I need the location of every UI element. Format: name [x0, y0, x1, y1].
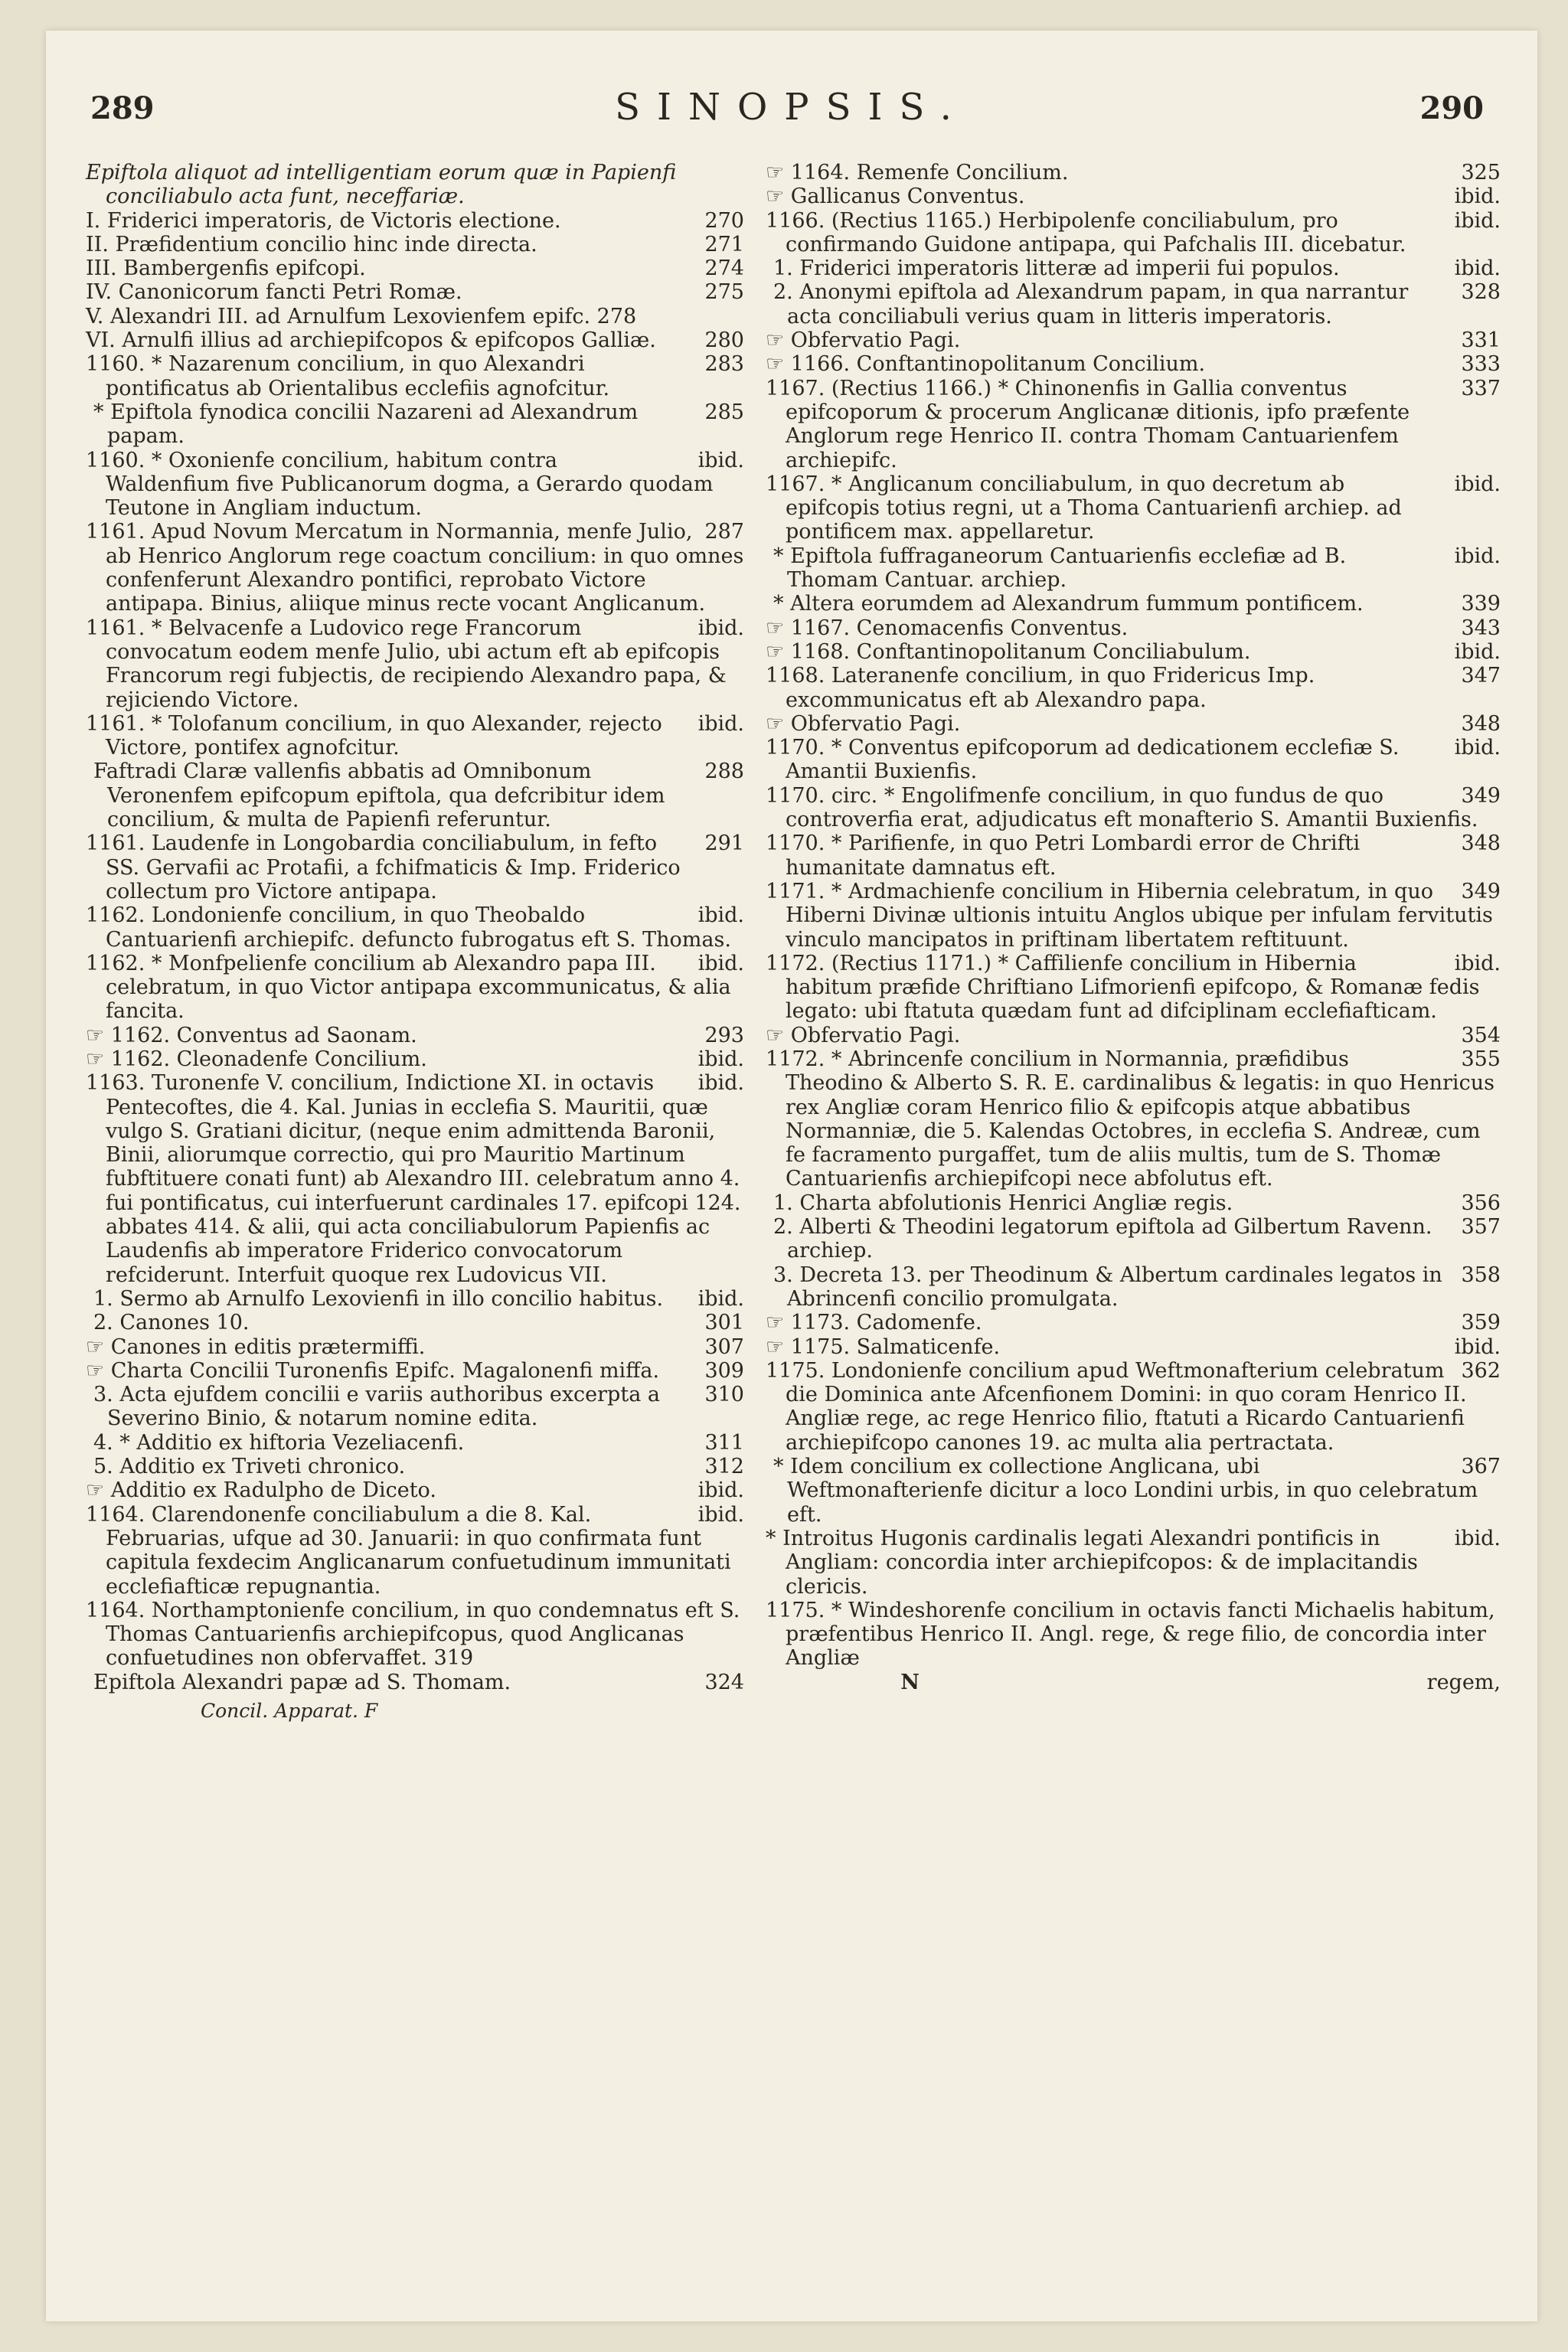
entry-text: * Altera eorumdem ad Alexandrum fummum pontificem.: [773, 592, 1364, 616]
entry-page-ref: 343: [1461, 616, 1501, 640]
index-entry: [766, 352, 1501, 376]
index-entry: [766, 1024, 1501, 1047]
entry-text: ☞ 1175. Salmaticenfe.: [766, 1334, 1001, 1359]
index-entry: [86, 952, 744, 1024]
index-entry: [86, 256, 744, 280]
entry-text: 1172. (Rectius 1171.) * Caffilienfe concilium in Hibernia habitum præfide Chriftiano Lifmorienfi epifcopo, & Romanæ fedis legato: ubi ftatuta quædam funt ad difciplinam ecclefiafticam.: [766, 951, 1480, 1024]
index-entry: [86, 209, 744, 233]
footer-signature: Concil. Apparat. F: [201, 1700, 378, 1722]
index-entry: [86, 760, 744, 831]
entry-text: 1163. Turonenfe V. concilium, Indictione XI. in octavis Pentecoftes, die 4. Kal. Junias in ecclefia S. Mauritii, quæ vulgo S. Gratiani dicitur, (neque enim admittenda Baronii, Binii, aliorumque correctio, qui pro Mauritio Martinum fubftituere conati funt) ab Alexandro III. celebratum anno 4. fui pontificatus, cui interfuerunt cardinales 17. epifcopi 124. abbates 414. & alii, qui acta conciliabulorum Papienfis ac Laudenfis ab imperatore Friderico convocatorum refciderunt. Interfuit quoque rex Ludovicus VII.: [86, 1071, 741, 1287]
entry-text: 1167. * Anglicanum conciliabulum, in quo decretum ab epifcopis totius regni, ut a Thoma Cantuarienfi archiep. ad pontificem max. appellaretur.: [766, 472, 1402, 544]
footer-catchline: [766, 1671, 1501, 1694]
entry-page-ref: 347: [1461, 664, 1501, 688]
running-header: [46, 86, 1537, 144]
index-entry: [766, 831, 1501, 880]
index-entry: [86, 1359, 744, 1383]
index-entry: [86, 1024, 744, 1047]
entry-page-ref: 325: [1461, 161, 1501, 185]
entry-page-ref: ibid.: [1454, 208, 1501, 233]
entry-page-ref: 339: [1461, 592, 1501, 616]
index-entry: [766, 952, 1501, 1024]
entry-text: 1175. Londonienfe concilium apud Weftmonafterium celebratum die Dominica ante Afcenfionem Domini: in quo coram Henrico II. Angliæ rege, ac rege Henrico filio, ftatuti a Ricardo Cantuarienfi archiepifcopo canones 19. ac multa alia pertractata.: [766, 1358, 1467, 1455]
index-entry: [86, 831, 744, 903]
entry-text: * Introitus Hugonis cardinalis legati Alexandri pontificis in Angliam: concordia inter archiepifcopos: & de implacitandis clericis.: [766, 1526, 1418, 1599]
entry-page-ref: 356: [1461, 1191, 1501, 1215]
index-entry: [766, 736, 1501, 784]
entry-page-ref: ibid.: [697, 448, 744, 472]
index-entry: [766, 377, 1501, 472]
entry-page-ref: ibid.: [697, 711, 744, 736]
entry-text: Faftradi Claræ vallenfis abbatis ad Omnibonum Veronenfem epifcopum epiftola, qua defcribitur idem concilium, & multa de Papienfi referuntur.: [93, 760, 665, 832]
entry-text: 1168. Lateranenfe concilium, in quo Fridericus Imp. excommunicatus eft ab Alexandro papa.: [766, 664, 1315, 712]
entry-page-ref: ibid.: [1454, 256, 1501, 281]
entry-text: 1. Friderici imperatoris litteræ ad imperii fui populos.: [773, 256, 1340, 281]
entry-text: 1. Sermo ab Arnulfo Lexovienfi in illo concilio habitus.: [93, 1286, 664, 1311]
index-entry: [86, 520, 744, 616]
entry-text: 4. * Additio ex hiftoria Vezeliacenfi.: [93, 1430, 465, 1455]
entry-text: * Idem concilium ex collectione Anglicana, ubi Weftmonafterienfe dicitur a loco Londini urbis, in quo celebratum eft.: [773, 1455, 1478, 1527]
entry-text: I. Friderici imperatoris, de Victoris electione.: [86, 208, 561, 233]
entry-text: 1161. Apud Novum Mercatum in Normannia, menfe Julio, ab Henrico Anglorum rege coactum concilium: in quo omnes confenferunt Alexandro pontifici, reprobato Victore antipapa. Binius, aliique minus recte vocant Anglicanum.: [86, 520, 744, 616]
entry-text: 1171. * Ardmachienfe concilium in Hibernia celebratum, in quo Hiberni Divinæ ultionis intuitu Anglos ubique per infulam fervitutis vinculo mancipatos in priftinam libertatem reftituunt.: [766, 879, 1493, 952]
entry-page-ref: ibid.: [697, 951, 744, 975]
index-entry: [86, 1599, 744, 1671]
index-entry: [766, 544, 1501, 593]
entry-page-ref: 275: [704, 280, 744, 305]
entry-text: 1161. * Belvacenfe a Ludovico rege Francorum convocatum eodem menfe Julio, ubi actum eft ab epifcopis Francorum regi fubjectis, de recipiendo Alexandro papa, & rejiciendo Victore.: [86, 616, 727, 712]
index-entry: [86, 1671, 744, 1694]
index-entry: [766, 1215, 1501, 1263]
entry-page-ref: 285: [704, 400, 744, 424]
index-entry: [766, 209, 1501, 257]
page-number-right: 290: [1419, 90, 1484, 126]
index-entry: [86, 449, 744, 521]
entry-text: * Epiftola fynodica concilii Nazareni ad Alexandrum papam.: [93, 400, 639, 449]
entry-text: ☞ 1168. Conftantinopolitanum Conciliabulum.: [766, 639, 1251, 664]
index-entry: [766, 880, 1501, 952]
entry-page-ref: 337: [1461, 376, 1501, 400]
entry-page-ref: 362: [1461, 1358, 1501, 1383]
entry-text: III. Bambergenfis epifcopi.: [86, 256, 366, 281]
entry-text: 1167. (Rectius 1166.) * Chinonenfis in Gallia conventus epifcoporum & procerum Anglicanæ ditionis, ipfo præfente Anglorum rege Henrico II. contra Thomam Cantuarienfem archiepifc.: [766, 376, 1410, 472]
entry-text: 1160. * Nazarenum concilium, in quo Alexandri pontificatus ab Orientalibus ecclefiis agnofcitur.: [86, 352, 610, 400]
entry-text: ☞ 1162. Cleonadenfe Concilium.: [86, 1047, 427, 1071]
index-entry: [86, 233, 744, 256]
entry-page-ref: ibid.: [1454, 1334, 1501, 1359]
entry-page-ref: 311: [704, 1430, 744, 1455]
index-entry: [766, 472, 1501, 544]
index-entry: [766, 640, 1501, 664]
right-column: [766, 161, 1501, 1694]
entry-page-ref: ibid.: [697, 903, 744, 928]
entry-page-ref: 324: [704, 1670, 744, 1694]
index-entry: [766, 328, 1501, 352]
entry-page-ref: ibid.: [1454, 544, 1501, 568]
entry-page-ref: 309: [704, 1358, 744, 1383]
entry-text: 1172. * Abrincenfe concilium in Normannia, præfidibus Theodino & Alberto S. R. E. cardinalibus & legatis: in quo Henricus rex Angliæ coram Henrico filio & epifcopis atque abbatibus Normanniæ, die 5. Kalendas Octobres, in ecclefia S. Andreæ, cum fe facramento purgaffet, tum de aliis multis, tum de S. Thomæ Cantuarienfis archiepifcopi nece abfolutus eft.: [766, 1047, 1494, 1191]
index-entry: [766, 616, 1501, 640]
entry-text: ☞ Obfervatio Pagi.: [766, 1023, 961, 1047]
entry-page-ref: 287: [704, 520, 744, 544]
index-entry: [86, 352, 744, 400]
index-entry: [86, 1503, 744, 1599]
index-entry: [86, 616, 744, 712]
entry-page-ref: 283: [704, 352, 744, 377]
entry-text: ☞ Canones in editis prætermiffi.: [86, 1334, 426, 1359]
entry-page-ref: ibid.: [1454, 736, 1501, 760]
index-entry: [766, 664, 1501, 712]
index-entry: [86, 161, 744, 209]
index-entry: [766, 1599, 1501, 1671]
entry-page-ref: 348: [1461, 711, 1501, 736]
entry-page-ref: 312: [704, 1455, 744, 1479]
index-entry: [86, 1047, 744, 1071]
entry-text: 2. Anonymi epiftola ad Alexandrum papam, in qua narrantur acta conciliabuli verius quam in litteris imperatoris.: [773, 280, 1409, 328]
entry-page-ref: 293: [704, 1023, 744, 1047]
entry-text: 1164. Clarendonenfe conciliabulum a die 8. Kal. Februarias, ufque ad 30. Januarii: in quo confirmata funt capitula fexdecim Anglicanarum confuetudinum immunitati ecclefiafticæ repugnantia.: [86, 1502, 731, 1599]
index-entry: [86, 1455, 744, 1478]
entry-page-ref: 354: [1461, 1023, 1501, 1047]
entry-text: 1166. (Rectius 1165.) Herbipolenfe conciliabulum, pro confirmando Guidone antipapa, qui Pafchalis III. dicebatur.: [766, 208, 1406, 256]
entry-page-ref: 349: [1461, 783, 1501, 808]
entry-page-ref: 359: [1461, 1311, 1501, 1335]
entry-page-ref: 328: [1461, 280, 1501, 305]
entry-page-ref: 333: [1461, 352, 1501, 377]
entry-page-ref: 367: [1461, 1455, 1501, 1479]
entry-text: 1164. Northamptonienfe concilium, in quo condemnatus eft S. Thomas Cantuarienfis archiepifcopus, quod Anglicanas confuetudines non obfervaffet. 319: [86, 1598, 740, 1671]
index-entry: [86, 328, 744, 352]
entry-page-ref: ibid.: [1454, 472, 1501, 496]
index-entry: [766, 592, 1501, 616]
entry-page-ref: 301: [704, 1311, 744, 1335]
entry-page-ref: ibid.: [697, 1071, 744, 1096]
entry-text: 1175. * Windeshorenfe concilium in octavis fancti Michaelis habitum, præfentibus Henrico II. Angl. rege, & rege filio, de concordia inter Angliæ: [766, 1598, 1495, 1671]
entry-text: 1160. * Oxonienfe concilium, habitum contra Waldenfium five Publicanorum dogma, a Gerardo quodam Teutone in Angliam inductum.: [86, 448, 714, 521]
entry-page-ref: 310: [704, 1383, 744, 1407]
entry-page-ref: ibid.: [1454, 951, 1501, 975]
entry-text: VI. Arnulfi illius ad archiepifcopos & epifcopos Galliæ.: [86, 328, 656, 353]
entry-text: ☞ 1166. Conftantinopolitanum Concilium.: [766, 352, 1206, 377]
entry-text: ☞ 1164. Remenfe Concilium.: [766, 161, 1069, 185]
entry-text: ☞ 1162. Conventus ad Saonam.: [86, 1023, 417, 1047]
index-entry: [766, 185, 1501, 208]
index-entry: [86, 712, 744, 760]
catchword: regem,: [1426, 1670, 1501, 1694]
entry-text: ☞ Gallicanus Conventus.: [766, 185, 1025, 209]
entry-text: 1162. Londonienfe concilium, in quo Theobaldo Cantuarienfi archiepifc. defuncto fubrogatus eft S. Thomas.: [86, 903, 731, 952]
index-entry: [766, 1359, 1501, 1455]
index-entry: [766, 1527, 1501, 1599]
entry-page-ref: 274: [704, 256, 744, 281]
index-entry: [766, 1311, 1501, 1334]
index-entry: [766, 161, 1501, 185]
entry-page-ref: 331: [1461, 328, 1501, 353]
index-entry: [86, 1071, 744, 1287]
entry-text: V. Alexandri III. ad Arnulfum Lexovienfem epifc. 278: [86, 304, 637, 328]
entry-text: ☞ 1167. Cenomacenfis Conventus.: [766, 616, 1129, 640]
entry-text: 2. Alberti & Theodini legatorum epiftola ad Gilbertum Ravenn. archiep.: [773, 1215, 1432, 1263]
entry-page-ref: ibid.: [1454, 639, 1501, 664]
entry-page-ref: ibid.: [697, 616, 744, 640]
entry-text: II. Præfidentium concilio hinc inde directa.: [86, 232, 537, 256]
entry-page-ref: 358: [1461, 1263, 1501, 1287]
index-entry: [86, 280, 744, 304]
entry-text: ☞ Charta Concilii Turonenfis Epifc. Magalonenfi miffa.: [86, 1358, 660, 1383]
entry-page-ref: 271: [704, 232, 744, 256]
entry-page-ref: 348: [1461, 831, 1501, 856]
index-entry: [766, 712, 1501, 736]
entry-page-ref: 349: [1461, 879, 1501, 903]
book-page: [46, 31, 1537, 2321]
index-entry: [86, 1287, 744, 1311]
index-entry: [766, 1263, 1501, 1312]
entry-text: IV. Canonicorum fancti Petri Romæ.: [86, 280, 462, 305]
entry-page-ref: ibid.: [697, 1047, 744, 1071]
index-entry: [766, 280, 1501, 328]
index-entry: [766, 1335, 1501, 1359]
index-entry: [766, 1191, 1501, 1215]
entry-text: 1170. * Conventus epifcoporum ad dedicationem ecclefiæ S. Amantii Buxienfis.: [766, 736, 1400, 784]
entry-text: ☞ 1173. Cadomenfe.: [766, 1311, 982, 1335]
entry-text: ☞ Additio ex Radulpho de Diceto.: [86, 1478, 436, 1503]
entry-text: 5. Additio ex Triveti chronico.: [93, 1455, 406, 1479]
index-entry: [86, 1478, 744, 1502]
entry-text: 3. Decreta 13. per Theodinum & Albertum cardinales legatos in Abrincenfi concilio promulgata.: [773, 1263, 1442, 1311]
entry-text: 2. Canones 10.: [93, 1311, 250, 1335]
entry-text: 1170. * Parifienfe, in quo Petri Lombardi error de Chrifti humanitate damnatus eft.: [766, 831, 1361, 880]
entry-page-ref: ibid.: [697, 1502, 744, 1527]
index-entry: [86, 305, 744, 328]
entry-page-ref: ibid.: [697, 1478, 744, 1503]
left-column: [86, 161, 744, 1723]
entry-text: * Epiftola fuffraganeorum Cantuarienfis ecclefiæ ad B. Thomam Cantuar. archiep.: [773, 544, 1347, 593]
entry-page-ref: 280: [704, 328, 744, 353]
index-entry: [86, 1383, 744, 1431]
entry-text: 1162. * Monfpelienfe concilium ab Alexandro papa III. celebratum, in quo Victor antipapa excommunicatus, & alia fancita.: [86, 951, 731, 1024]
index-entry: [86, 1335, 744, 1359]
index-entry: [86, 400, 744, 449]
entry-text: 1161. Laudenfe in Longobardia conciliabulum, in fefto SS. Gervafii ac Protafii, a fchifmaticis & Imp. Friderico collectum pro Victore antipapa.: [86, 831, 681, 903]
index-entry: [766, 1455, 1501, 1527]
entry-page-ref: 270: [704, 208, 744, 233]
index-entry: [86, 1311, 744, 1334]
page-number-left: 289: [90, 90, 155, 126]
entry-text: 1170. circ. * Engolifmenfe concilium, in quo fundus de quo controverfia erat, adjudicatus eft monafterio S. Amantii Buxienfis.: [766, 783, 1478, 832]
entry-text: 3. Acta ejufdem concilii e variis authoribus excerpta a Severino Binio, & notarum nomine edita.: [93, 1383, 660, 1431]
entry-text: ☞ Obfervatio Pagi.: [766, 711, 961, 736]
page-title: SINOPSIS.: [615, 86, 969, 129]
index-entry: [766, 1047, 1501, 1191]
index-entry: [766, 784, 1501, 832]
entry-text: 1161. * Tolofanum concilium, in quo Alexander, rejecto Victore, pontifex agnofcitur.: [86, 711, 662, 760]
entry-text: ☞ Obfervatio Pagi.: [766, 328, 961, 353]
entry-page-ref: ibid.: [1454, 185, 1501, 209]
entry-text: Epiftola aliquot ad intelligentiam eorum quæ in Papienfi conciliabulo acta funt, neceffariæ.: [86, 161, 677, 209]
entry-text: Epiftola Alexandri papæ ad S. Thomam.: [93, 1670, 511, 1694]
index-entry: [766, 256, 1501, 280]
entry-text: 1. Charta abfolutionis Henrici Angliæ regis.: [773, 1191, 1233, 1215]
entry-page-ref: 288: [704, 760, 744, 784]
gathering-signature: N: [900, 1670, 920, 1694]
index-entry: [86, 1431, 744, 1455]
entry-page-ref: 355: [1461, 1047, 1501, 1071]
entry-page-ref: 307: [704, 1334, 744, 1359]
entry-page-ref: 291: [704, 831, 744, 856]
entry-page-ref: ibid.: [1454, 1526, 1501, 1550]
entry-page-ref: 357: [1461, 1215, 1501, 1240]
entry-page-ref: ibid.: [697, 1286, 744, 1311]
index-entry: [86, 903, 744, 952]
